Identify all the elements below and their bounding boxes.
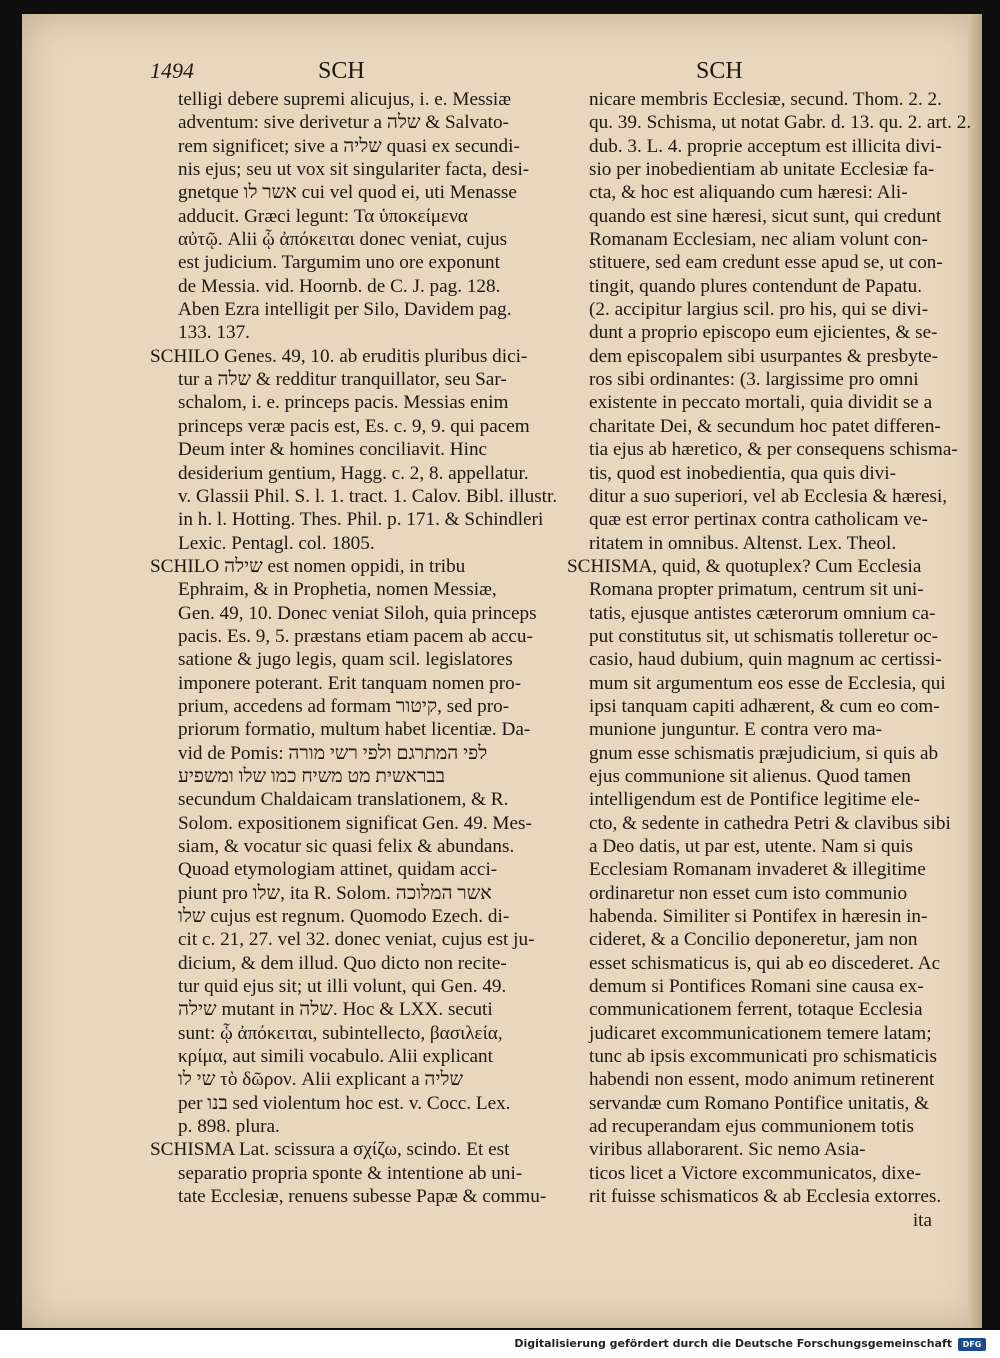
text-line: princeps veræ pacis est, Es. c. 9, 9. qui pacem — [178, 415, 530, 437]
text-line: casio, haud dubium, quin magnum ac certissi- — [589, 649, 942, 671]
hebrew-text-line: בבראשית מט משיח כמו שלו ומשפיע — [178, 765, 445, 787]
text-line: adducit. Græci legunt: Τα ὑποκείμενα — [178, 205, 468, 227]
text-line: qu. 39. Schisma, ut notat Gabr. d. 13. qu. 2. art. 2. — [589, 112, 972, 134]
text-line: cta, & hoc est aliquando cum hæresi: Ali- — [589, 182, 908, 204]
text-line: Deum inter & homines conciliavit. Hinc — [178, 439, 488, 461]
text-line: ros sibi ordinantes: (3. largissime pro omni — [589, 369, 919, 391]
text-line: cto, & sedente in cathedra Petri & clavibus sibi — [589, 812, 951, 834]
text-line: dunt a proprio episcopo eum ejicientes, & se- — [589, 322, 938, 344]
text-line: tunc ab ipsis excommunicati pro schismaticis — [589, 1046, 937, 1068]
text-line: existente in peccato mortali, quia dividit se a — [589, 392, 933, 414]
text-line: imponere poterant. Erit tanquam nomen pro- — [178, 672, 522, 694]
left-column — [150, 88, 565, 1209]
text-line: Gen. 49, 10. Donec veniat Siloh, quia princeps — [178, 602, 537, 624]
page-edge — [968, 14, 982, 1328]
text-line: est judicium. Targumim uno ore exponunt — [178, 252, 500, 274]
entry-heading-line: SCHILO שילה est nomen oppidi, in tribu — [150, 555, 466, 577]
running-head-left: SCH — [318, 58, 365, 84]
text-line: p. 898. plura. — [178, 1116, 280, 1138]
text-line: tingit, quando plures contendunt de Papatu. — [589, 275, 923, 297]
footer-bar — [0, 1330, 1000, 1358]
text-line: tur quid ejus sit; ut illi volunt, qui Gen. 49. — [178, 976, 507, 998]
text-line: quæ est error pertinax contra catholicam ve- — [589, 509, 928, 531]
entry-heading-line: SCHISMA Lat. scissura a σχίζω, scindo. Et est — [150, 1139, 510, 1161]
text-line: rit fuisse schismaticos & ab Ecclesia extorres. — [589, 1186, 942, 1208]
text-line: siam, & vocatur sic quasi felix & abundans. — [178, 836, 515, 857]
text-line: rem significet; sive a שליה quasi ex secundi- — [178, 135, 520, 157]
text-line: 133. 137. — [178, 322, 250, 344]
entry-heading-line: SCHILO Genes. 49, 10. ab eruditis pluribus dici- — [150, 345, 528, 367]
text-line: Romanam Ecclesiam, nec aliam volunt con- — [589, 229, 928, 251]
text-line: tia ejus ab hæretico, & per consequens schisma- — [589, 439, 958, 461]
text-line: Ephraim, & in Prophetia, nomen Messiæ, — [178, 579, 497, 601]
text-line: (2. accipitur largius scil. pro his, qui se divi- — [589, 299, 929, 321]
text-line: secundum Chaldaicam translationem, & R. — [178, 789, 509, 811]
page-number: 1494 — [150, 58, 194, 83]
text-line: schalom, i. e. princeps pacis. Messias enim — [178, 392, 509, 414]
footer-credit: Digitalisierung gefördert durch die Deutsche Forschungsgemeinschaft — [514, 1337, 952, 1350]
text-line: gnetque אשר לו cui vel quod ei, uti Menasse — [178, 182, 517, 204]
right-column — [567, 88, 972, 1232]
text-line: put constitutus sit, ut schismatis tolleretur oc- — [589, 625, 939, 647]
text-line: charitate Dei, & secundum hoc patet differen- — [589, 415, 941, 437]
text-line: tis, quod est inobedientia, qua quis divi- — [589, 462, 896, 484]
text-line: nis ejus; seu ut vox sit singulariter facta, desi- — [178, 159, 530, 181]
text-line: communicationem ferrent, totaque Ecclesia — [589, 999, 923, 1021]
text-line: demum si Pontifices Romani sine causa ex- — [589, 976, 924, 998]
text-line: per בנו sed violentum hoc est. v. Cocc. Lex. — [178, 1092, 511, 1114]
text-line: Lexic. Pentagl. col. 1805. — [178, 532, 375, 554]
text-line: tate Ecclesiæ, renuens subesse Papæ & commu- — [178, 1186, 547, 1208]
text-line: ejus communione sit alienus. Quod tamen — [589, 765, 911, 787]
text-line: Romana propter primatum, centrum sit uni- — [589, 579, 924, 601]
text-line: habendi non essent, modo animum retinerent — [589, 1069, 935, 1091]
text-line: tur a שלה & redditur tranquillator, seu Sar- — [178, 369, 507, 391]
text-line: de Messia. vid. Hoornb. de C. J. pag. 128. — [178, 275, 501, 297]
text-line: Ecclesiam Romanam invaderet & illegitime — [589, 859, 926, 881]
text-line: sunt: ᾧ ἀπόκειται, subintellecto, βασιλεία, — [178, 1022, 503, 1044]
text-line: viribus allaborarent. Sic nemo Asia- — [589, 1139, 866, 1161]
text-line: in h. l. Hotting. Thes. Phil. p. 171. & Schindleri — [178, 509, 544, 531]
text-line: ad recuperandam ejus communionem totis — [589, 1116, 915, 1138]
text-line: cit c. 21, 27. vel 32. donec veniat, cujus est ju- — [178, 929, 535, 951]
text-line: habenda. Similiter si Pontifex in hæresin in- — [589, 906, 928, 928]
text-line: servandæ cum Romano Pontifice unitatis, & — [589, 1092, 929, 1114]
text-line: intelligendum est de Pontifice legitime ele- — [589, 789, 920, 811]
text-line: gnum esse schismatis præjudicium, si quis ab — [589, 742, 939, 764]
text-line: ritatem in omnibus. Altenst. Lex. Theol. — [589, 532, 897, 554]
text-line: αὐτῷ. Alii ᾧ ἀπόκειται donec veniat, cujus — [178, 229, 508, 251]
text-line: a Deo datis, ut par est, utente. Nam si quis — [589, 836, 913, 857]
text-line: pacis. Es. 9, 5. præstans etiam pacem ab accu- — [178, 625, 533, 647]
text-line: שי לו τὸ δῶρον. Alii explicant a שליה — [178, 1069, 464, 1091]
text-line: Quoad etymologiam attinet, quidam acci- — [178, 859, 498, 881]
text-line: separatio propria sponte & intentione ab uni- — [178, 1162, 523, 1184]
text-line: dem episcopalem sibi usurpantes & presbyte- — [589, 345, 939, 367]
text-line: nicare membris Ecclesiæ, secund. Thom. 2. 2. — [589, 89, 942, 110]
text-line: ordinaretur non esset cum isto communio — [589, 882, 908, 904]
text-line: ticos licet a Victore excommunicatos, dixe- — [589, 1162, 922, 1184]
text-line: dub. 3. L. 4. proprie acceptum est illicita divi- — [589, 135, 942, 157]
text-line: munione junguntur. E contra vero ma- — [589, 719, 883, 741]
text-line: sio per inobedientiam ab unitate Ecclesiæ fa- — [589, 159, 935, 181]
text-line: κρίμα, aut simili vocabulo. Alii explicant — [178, 1046, 493, 1068]
text-line: v. Glassii Phil. S. l. 1. tract. 1. Calov. Bibl. illustr. — [178, 485, 558, 507]
text-line: vid de Pomis: לפי המתרגם ולפי רשי מורה — [178, 742, 488, 764]
text-line: desiderium gentium, Hagg. c. 2, 8. appellatur. — [178, 462, 529, 484]
text-line: stituere, sed eam credunt esse apud se, ut con- — [589, 252, 943, 274]
text-line: mum sit argumentum eos esse de Ecclesia, qui — [589, 672, 946, 694]
text-line: שילה mutant in שלה. Hoc & LXX. secuti — [178, 999, 493, 1021]
text-line: dicium, & dem illud. Quo dicto non recite- — [178, 952, 507, 974]
text-line: שלו cujus est regnum. Quomodo Ezech. di- — [178, 906, 510, 928]
entry-heading-line: SCHISMA, quid, & quotuplex? Cum Ecclesia — [567, 555, 922, 577]
text-line: piunt pro שלו, ita R. Solom. אשר המלוכה — [178, 882, 492, 904]
text-line: telligi debere supremi alicujus, i. e. Messiæ — [178, 89, 512, 110]
dfg-logo-icon: DFG — [958, 1338, 986, 1351]
text-line: adventum: sive derivetur a שלה & Salvato- — [178, 112, 509, 134]
text-line: Aben Ezra intelligit per Silo, Davidem pag. — [178, 299, 512, 321]
text-line: prium, accedens ad formam קיטור, sed pro- — [178, 695, 510, 717]
text-line: satione & jugo legis, quam scil. legislatores — [178, 649, 513, 671]
text-line: ditur a suo superiori, vel ab Ecclesia & hæresi, — [589, 485, 948, 507]
running-head-right: SCH — [696, 58, 743, 84]
text-line: cideret, & a Concilio deponeretur, jam non — [589, 929, 918, 951]
text-line: tatis, ejusque antistes cæterorum omnium ca- — [589, 602, 936, 624]
text-line: esset schismaticus is, qui ab eo discederet. Ac — [589, 952, 941, 974]
text-line: judicaret excommunicationem temere latam; — [589, 1022, 932, 1044]
text-line: Solom. expositionem significat Gen. 49. Mes- — [178, 812, 532, 834]
catchword: ita — [912, 1209, 932, 1231]
text-line: quando est sine hæresi, sicut sunt, qui credunt — [589, 205, 942, 227]
text-line: priorum formatio, multum habet licentiæ. Da- — [178, 719, 531, 741]
text-line: ipsi tanquam capiti adhærent, & cum eo com- — [589, 695, 940, 717]
